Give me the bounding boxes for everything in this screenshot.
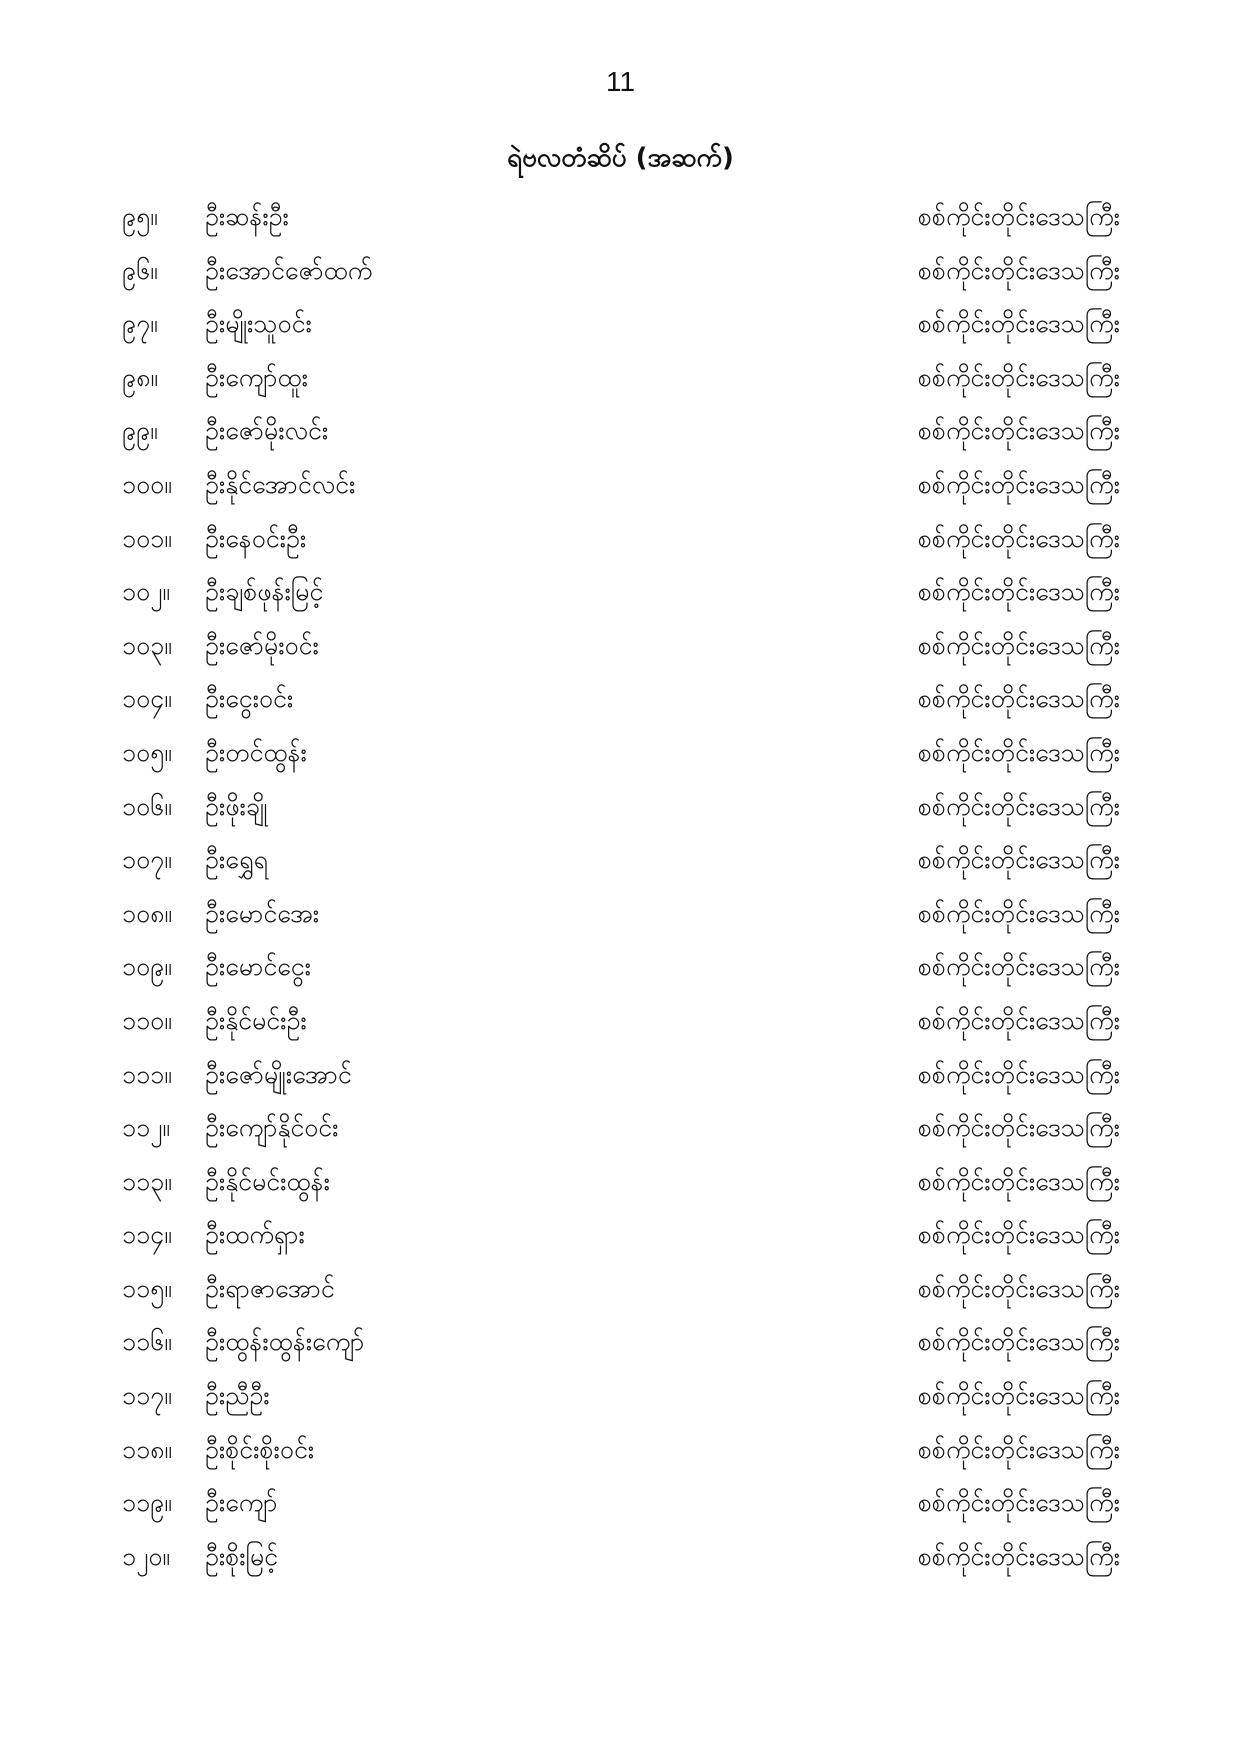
recipient-name: ဦးတင်ထွန်း [205, 737, 307, 767]
entry-number: ၁၀၃။ [122, 630, 172, 660]
recipient-name: ဦးချစ်ဖုန်းမြင့် [205, 577, 324, 607]
list-item [0, 1530, 1241, 1584]
recipient-name: ဦးမောင်အေး [205, 898, 320, 928]
recipient-name: ဦးညီဦး [205, 1381, 270, 1411]
recipient-name: ဦးဇော်မိုးဝင်း [205, 630, 319, 660]
recipient-name: ဦးဖိုးချို [205, 791, 268, 821]
recipient-region: စစ်ကိုင်းတိုင်းဒေသကြီး [917, 469, 1120, 499]
entry-number: ၁၁၇။ [122, 1381, 172, 1411]
recipient-region: စစ်ကိုင်းတိုင်းဒေသကြီး [917, 1327, 1120, 1357]
list-item [0, 780, 1241, 834]
list-item [0, 565, 1241, 619]
entry-number: ၁၁၀။ [122, 1005, 172, 1035]
recipient-name: ဦးရွှေရ [205, 845, 268, 875]
recipient-region: စစ်ကိုင်းတိုင်းဒေသကြီး [917, 952, 1120, 982]
entry-number: ၁၁၄။ [122, 1220, 172, 1250]
list-item [0, 994, 1241, 1048]
recipient-name: ဦးဆန်းဦး [205, 202, 289, 231]
entry-number: ၉၈။ [122, 362, 158, 392]
recipient-region: စစ်ကိုင်းတိုင်းဒေသကြီး [917, 1220, 1120, 1250]
entry-number: ၉၉။ [122, 416, 158, 446]
list-item [0, 1101, 1241, 1155]
list-item [0, 1048, 1241, 1102]
recipient-name: ဦးကျော်နိုင်ဝင်း [205, 1113, 339, 1143]
recipient-name: ဦးမျိုးသူဝင်း [205, 309, 312, 339]
recipient-region: စစ်ကိုင်းတိုင်းဒေသကြီး [917, 1113, 1120, 1143]
entry-number: ၉၆။ [122, 255, 158, 285]
list-item [0, 244, 1241, 298]
recipient-region: စစ်ကိုင်းတိုင်းဒေသကြီး [917, 737, 1120, 767]
list-item [0, 190, 1241, 244]
list-item [0, 297, 1241, 351]
list-item [0, 1262, 1241, 1316]
recipient-region: စစ်ကိုင်းတိုင်းဒေသကြီး [917, 362, 1120, 392]
list-item [0, 1369, 1241, 1423]
recipient-region: စစ်ကိုင်းတိုင်းဒေသကြီး [917, 684, 1120, 714]
entry-number: ၁၁၅။ [122, 1273, 172, 1303]
recipient-region: စစ်ကိုင်းတိုင်းဒေသကြီး [917, 1434, 1120, 1464]
list-item [0, 404, 1241, 458]
list-item [0, 726, 1241, 780]
entry-number: ၉၇။ [122, 309, 158, 339]
list-item [0, 1315, 1241, 1369]
entry-number: ၁၀၂။ [122, 577, 170, 607]
recipient-name: ဦးစိုးမြင့် [205, 1541, 278, 1571]
entry-number: ၁၀၉။ [122, 952, 172, 982]
entry-number: ၁၀၀။ [122, 469, 172, 499]
recipient-region: စစ်ကိုင်းတိုင်းဒေသကြီး [917, 1488, 1120, 1518]
list-item [0, 833, 1241, 887]
page-number: 11 [605, 66, 636, 97]
entry-number: ၁၁၈။ [122, 1434, 172, 1464]
list-item [0, 887, 1241, 941]
recipient-name: ဦးထွန်းထွန်းကျော် [205, 1327, 365, 1357]
entry-number: ၁၀၆။ [122, 791, 172, 821]
entry-number: ၁၁၆။ [122, 1327, 172, 1357]
list-item [0, 940, 1241, 994]
recipient-region: စစ်ကိုင်းတိုင်းဒေသကြီး [917, 898, 1120, 928]
entry-number: ၁၀၅။ [122, 737, 172, 767]
list-item [0, 1423, 1241, 1477]
recipient-name: ဦးဇော်မျိုးအောင် [205, 1059, 352, 1089]
recipient-name: ဦးကျော် [205, 1488, 278, 1518]
entry-number: ၁၁၃။ [122, 1166, 172, 1196]
entry-number: ၉၅။ [122, 202, 158, 231]
entry-number: ၁၂၀။ [122, 1541, 170, 1571]
entry-number: ၁၁၉။ [122, 1488, 172, 1518]
recipient-region: စစ်ကိုင်းတိုင်းဒေသကြီး [917, 630, 1120, 660]
recipient-region: စစ်ကိုင်းတိုင်းဒေသကြီး [917, 791, 1120, 821]
recipient-name: ဦးနိုင်မင်းထွန်း [205, 1166, 330, 1196]
recipient-name: ဦးနေဝင်းဦး [205, 523, 307, 553]
list-item [0, 672, 1241, 726]
list-item [0, 1476, 1241, 1530]
recipient-region: စစ်ကိုင်းတိုင်းဒေသကြီး [917, 845, 1120, 875]
recipient-name: ဦးဇော်မိုးလင်း [205, 416, 329, 446]
recipient-region: စစ်ကိုင်းတိုင်းဒေသကြီး [917, 577, 1120, 607]
recipient-region: စစ်ကိုင်းတိုင်းဒေသကြီး [917, 1381, 1120, 1411]
recipient-name: ဦးနိုင်အောင်လင်း [205, 469, 356, 499]
recipient-region: စစ်ကိုင်းတိုင်းဒေသကြီး [917, 1005, 1120, 1035]
recipient-name: ဦးစိုင်းစိုးဝင်း [205, 1434, 315, 1464]
recipient-region: စစ်ကိုင်းတိုင်းဒေသကြီး [917, 1541, 1120, 1571]
recipient-name: ဦးမောင်ငွေး [205, 952, 312, 982]
recipient-region: စစ်ကိုင်းတိုင်းဒေသကြီး [917, 309, 1120, 339]
recipient-name: ဦးကျော်ထူး [205, 362, 309, 392]
recipient-name: ဦးထက်ရှား [205, 1220, 305, 1250]
recipient-name: ဦးနိုင်မင်းဦး [205, 1005, 307, 1035]
recipient-region: စစ်ကိုင်းတိုင်းဒေသကြီး [917, 523, 1120, 553]
list-item [0, 458, 1241, 512]
recipient-name: ဦးရာဇာအောင် [205, 1273, 335, 1303]
list-item [0, 351, 1241, 405]
entry-number: ၁၀၄။ [122, 684, 172, 714]
recipient-name: ဦးအောင်ဇော်ထက် [205, 255, 373, 285]
recipient-region: စစ်ကိုင်းတိုင်းဒေသကြီး [917, 1059, 1120, 1089]
entry-number: ၁၁၂။ [122, 1113, 170, 1143]
entry-number: ၁၀၁။ [122, 523, 172, 553]
award-recipient-list [0, 190, 1241, 1583]
recipient-region: စစ်ကိုင်းတိုင်းဒေသကြီး [917, 1273, 1120, 1303]
list-item [0, 512, 1241, 566]
list-item [0, 1155, 1241, 1209]
list-item [0, 1208, 1241, 1262]
recipient-name: ဦးငွေးဝင်း [205, 684, 294, 714]
page-title: ရဲဗလတံဆိပ် (အဆက်) [507, 143, 734, 173]
recipient-region: စစ်ကိုင်းတိုင်းဒေသကြီး [917, 255, 1120, 285]
recipient-region: စစ်ကိုင်းတိုင်းဒေသကြီး [917, 1166, 1120, 1196]
recipient-region: စစ်ကိုင်းတိုင်းဒေသကြီး [917, 202, 1120, 231]
entry-number: ၁၀၈။ [122, 898, 172, 928]
recipient-region: စစ်ကိုင်းတိုင်းဒေသကြီး [917, 416, 1120, 446]
entry-number: ၁၁၁။ [122, 1059, 172, 1089]
list-item [0, 619, 1241, 673]
entry-number: ၁၀၇။ [122, 845, 172, 875]
